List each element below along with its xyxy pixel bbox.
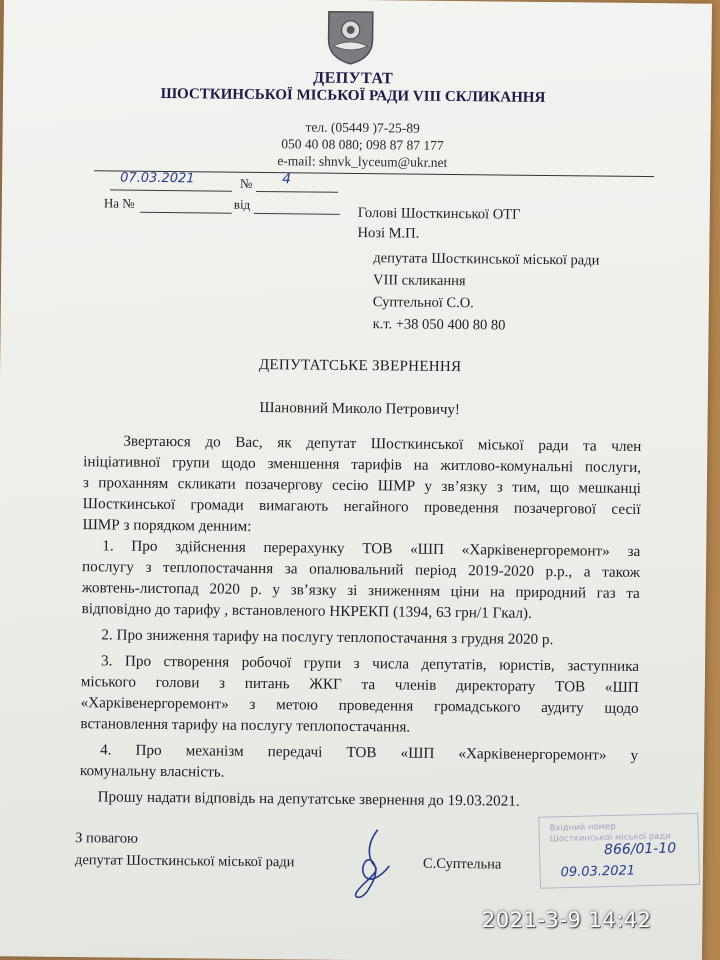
from-label: від (233, 196, 251, 212)
addressee-line-1: Голові Шосткинської ОТГ (357, 205, 521, 223)
stamp-date: 09.03.2021 (560, 863, 636, 881)
intro-line-5: ШМР з порядком денним: (82, 516, 252, 535)
stamp-line-2: Шосткинської міської ради (549, 831, 671, 845)
ref-line (140, 212, 232, 214)
number-line (256, 191, 338, 193)
salutation: Шановний Миколо Петровичу! (259, 399, 461, 419)
intro-line-4: Шосткинської громади вимагають негайного проведення позачергової сесії (82, 495, 641, 518)
closing-regards: З повагою (75, 830, 138, 847)
sender-line-2: VIII скликання (372, 272, 466, 290)
addressee-line-2: Нозі М.П. (357, 225, 420, 242)
contact-phone-1: тел. (05449 )7-25-89 (305, 119, 420, 136)
agenda-item-2-line-1: 2. Про зниження тарифу на послугу теплопостачання з грудня 2020 р. (101, 626, 554, 649)
contact-email: e-mail: shnvk_lyceum@ukr.net (277, 153, 448, 170)
intro-line-1: Звертаюся до Вас, як депутат Шосткинської міської ради та член (123, 432, 642, 455)
stamp-number: 866/01-10 (603, 840, 677, 859)
closing-position: депутат Шосткинської міської ради (74, 852, 295, 871)
incoming-registration-stamp (538, 813, 700, 889)
agenda-item-3-line-1: 3. Про створення робочої групи з числа депутатів, юристів, заступника (100, 652, 640, 675)
agenda-item-3-line-2: міського голови з питань ЖКГ та членів директорату ТОВ «ШП (80, 673, 639, 696)
agenda-item-3-line-4: встановлення тарифу на послугу теплопостачання. (80, 715, 411, 736)
agenda-item-4-line-2: комунальну власність. (79, 762, 225, 781)
handwritten-signature (347, 826, 398, 903)
number-label: № (239, 175, 253, 191)
intro-line-3: з проханням скликати позачергову сесію ШМР у зв’язку з тим, що мешканці (82, 474, 641, 497)
closing-name: С.Суптельна (422, 855, 502, 873)
photo-timestamp: 2021-3-9 14:42 (482, 908, 652, 932)
agenda-item-1-line-4: відповідно до тарифу , встановленого НКРЕКП (1394, 63 грн/1 Гкал). (81, 600, 532, 622)
agenda-item-1-line-2: послугу з теплопостачання за опалювальний період 2019-2020 р.р., а також (81, 558, 641, 581)
header-council: ШОСТКИНСЬКОЇ МІСЬКОЇ РАДИ VIII СКЛИКАННЯ (160, 85, 546, 106)
agenda-item-1-line-1: 1. Про здійснення перерахунку ТОВ «ШП «Харківенергоремонт» за (102, 537, 641, 560)
document-title: ДЕПУТАТСЬКЕ ЗВЕРНЕННЯ (258, 356, 462, 376)
agenda-item-4-line-1: 4. Про механізм передачі ТОВ «ШП «Харківенергоремонт» у (100, 741, 639, 764)
sender-line-3: Суптельної С.О. (372, 294, 474, 312)
handwritten-number: 4 (282, 171, 292, 188)
agenda-item-1-line-3: жовтень-листопад 2020 р. у зв’язку зі зниженням ціни на природний газ та (81, 579, 640, 602)
request-line: Прошу надати відповідь на депутатське звернення до 19.03.2021. (97, 788, 520, 810)
handwritten-date: 07.03.2021 (120, 170, 195, 187)
header-title: ДЕПУТАТ (313, 69, 394, 88)
city-coat-of-arms-icon (325, 10, 376, 67)
intro-line-2: ініціативної групи щодо зменшення тарифів на житлово-комунальні послуги, (83, 453, 642, 476)
contact-phone-2: 050 40 08 080; 098 87 87 177 (281, 136, 444, 153)
stamp-line-1: Вхідний номер (549, 821, 616, 834)
date-line (110, 189, 232, 191)
agenda-item-3-line-3: «Харківенергоремонт» з метою проведення громадського аудиту щодо (80, 694, 639, 717)
from-line (254, 213, 340, 215)
sender-line-1: депутата Шосткинської міської ради (373, 250, 600, 269)
sender-line-4: к.т. +38 050 400 80 80 (372, 316, 506, 334)
ref-label: На № (103, 195, 135, 211)
